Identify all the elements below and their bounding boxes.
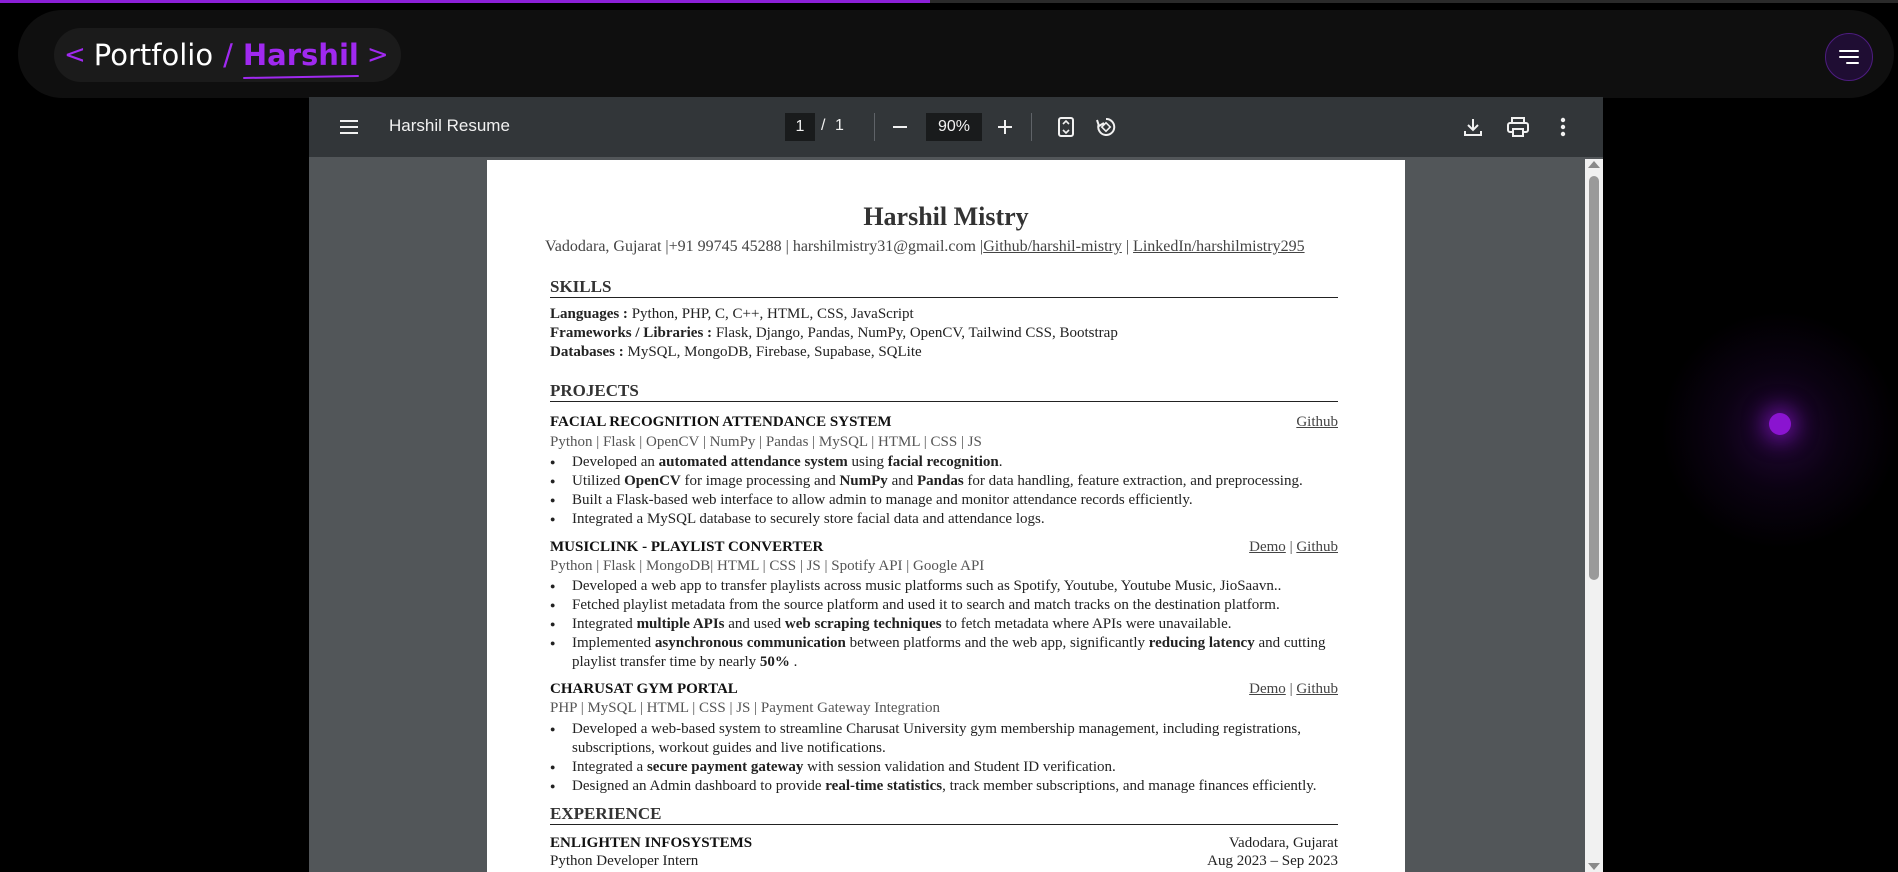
section-heading-experience: EXPERIENCE bbox=[550, 804, 1338, 825]
cursor-glow-dot bbox=[1769, 413, 1791, 435]
zoom-input[interactable]: 90% bbox=[926, 113, 982, 141]
skill-value: MySQL, MongoDB, Firebase, Supabase, SQLite bbox=[623, 344, 922, 360]
project-title: MUSICLINK - PLAYLIST CONVERTER bbox=[550, 539, 824, 555]
project-bullet: ● Integrated a secure payment gateway with session validation and Student ID verification. bbox=[572, 758, 1342, 777]
download-icon[interactable] bbox=[1459, 113, 1487, 141]
more-vert-icon[interactable] bbox=[1549, 113, 1577, 141]
project-bullet: ● Developed a web app to transfer playlists across music platforms such as Spotify, Youtube, Youtube Music, JioSaavn.. bbox=[572, 577, 1342, 596]
skills-line bbox=[550, 344, 922, 361]
breadcrumb-portfolio[interactable]: Portfolio bbox=[93, 38, 214, 72]
project-bullet: ● Fetched playlist metadata from the source platform and used it to search and match tracks on the destination platform. bbox=[572, 596, 1342, 615]
project-github-link[interactable]: Github bbox=[1296, 539, 1338, 555]
resume-page bbox=[487, 160, 1405, 872]
skills-line bbox=[550, 325, 1118, 342]
top-navbar bbox=[18, 10, 1894, 98]
scroll-down-arrow-icon[interactable] bbox=[1588, 863, 1600, 870]
project-links: Demo | Github bbox=[1249, 539, 1338, 555]
page-load-progress bbox=[0, 0, 1898, 3]
sidebar-menu-icon[interactable] bbox=[335, 113, 363, 141]
experience-role: Python Developer Intern bbox=[550, 853, 699, 869]
resume-contact bbox=[545, 238, 1305, 256]
project-bullet: ● Designed an Admin dashboard to provide real-time statistics, track member subscriptions, and manage finances efficiently. bbox=[572, 777, 1342, 796]
project-stack: PHP | MySQL | HTML | CSS | JS | Payment Gateway Integration bbox=[550, 700, 941, 716]
section-heading-projects: PROJECTS bbox=[550, 381, 1338, 402]
project-links: Demo | Github bbox=[1249, 681, 1338, 697]
chevron-right-icon: > bbox=[366, 40, 389, 70]
project-demo-link[interactable]: Demo bbox=[1249, 681, 1286, 697]
print-icon[interactable] bbox=[1504, 113, 1532, 141]
project-stack: Python | Flask | OpenCV | NumPy | Pandas | MySQL | HTML | CSS | JS bbox=[550, 434, 982, 450]
skill-label: Frameworks / Libraries : bbox=[550, 325, 713, 341]
fit-page-icon[interactable] bbox=[1052, 113, 1080, 141]
project-bullet: ● Utilized OpenCV for image processing and NumPy and Pandas for data handling, feature extraction, and preprocessing. bbox=[572, 472, 1342, 491]
project-bullet: ● Developed a web-based system to streamline Charusat University gym membership management, including registrations, subscriptions, workout guides and live notifications. bbox=[572, 720, 1342, 758]
zoom-out-icon[interactable] bbox=[886, 113, 914, 141]
contact-separator: | bbox=[1125, 238, 1130, 255]
menu-button[interactable] bbox=[1825, 33, 1873, 81]
project-stack: Python | Flask | MongoDB| HTML | CSS | JS | Spotify API | Google API bbox=[550, 558, 985, 574]
section-heading-skills: SKILLS bbox=[550, 277, 1338, 298]
page-separator: / bbox=[821, 117, 826, 134]
breadcrumb bbox=[54, 28, 401, 82]
page-load-progress-fill bbox=[0, 0, 930, 3]
linkedin-link[interactable]: LinkedIn/harshilmistry295 bbox=[1133, 238, 1305, 255]
pdf-toolbar bbox=[309, 97, 1603, 157]
toolbar-divider bbox=[874, 113, 875, 141]
breadcrumb-current: Harshil bbox=[242, 38, 359, 72]
project-bullet: ● Developed an automated attendance system using facial recognition. bbox=[572, 453, 1342, 472]
project-title: FACIAL RECOGNITION ATTENDANCE SYSTEM bbox=[550, 414, 892, 430]
page-number-input[interactable]: 1 bbox=[785, 113, 815, 141]
project-bullet: ● Implemented asynchronous communication between platforms and the web app, significantly reducing latency and cutting playlist transfer time by nearly 50% . bbox=[572, 634, 1342, 672]
project-bullet: ● Integrated multiple APIs and used web scraping techniques to fetch metadata where APIs were unavailable. bbox=[572, 615, 1342, 634]
experience-dates: Aug 2023 – Sep 2023 bbox=[1207, 853, 1338, 869]
experience-company: ENLIGHTEN INFOSYSTEMS bbox=[550, 835, 753, 851]
project-title: CHARUSAT GYM PORTAL bbox=[550, 681, 738, 697]
toolbar-divider bbox=[1031, 113, 1032, 141]
experience-location: Vadodara, Gujarat bbox=[1228, 835, 1338, 851]
contact-details: Vadodara, Gujarat |+91 99745 45288 | harshilmistry31@gmail.com | bbox=[545, 238, 984, 255]
skills-line bbox=[550, 306, 914, 323]
rotate-icon[interactable] bbox=[1092, 113, 1120, 141]
pdf-title: Harshil Resume bbox=[389, 116, 510, 135]
resume-name: Harshil Mistry bbox=[863, 202, 1029, 231]
project-github-link[interactable]: Github bbox=[1296, 681, 1338, 697]
project-bullet: ● Built a Flask-based web interface to allow admin to manage and monitor attendance records efficiently. bbox=[572, 491, 1342, 510]
hamburger-menu-icon bbox=[1838, 49, 1860, 65]
pdf-viewer bbox=[309, 97, 1603, 872]
skill-value: Python, PHP, C, C++, HTML, CSS, JavaScript bbox=[627, 306, 914, 322]
pdf-scrollbar[interactable] bbox=[1585, 159, 1603, 872]
project-demo-link[interactable]: Demo bbox=[1249, 539, 1286, 555]
zoom-in-icon[interactable] bbox=[991, 113, 1019, 141]
project-bullet: ● Integrated a MySQL database to securely store facial data and attendance logs. bbox=[572, 510, 1342, 529]
scrollbar-thumb[interactable] bbox=[1589, 176, 1599, 580]
page-total: 1 bbox=[835, 117, 844, 134]
skill-value: Flask, Django, Pandas, NumPy, OpenCV, Tailwind CSS, Bootstrap bbox=[712, 325, 1118, 341]
project-github-link[interactable]: Github bbox=[1296, 414, 1338, 430]
skill-label: Languages : bbox=[550, 306, 628, 322]
skill-label: Databases : bbox=[550, 344, 624, 360]
project-links bbox=[1296, 414, 1338, 431]
breadcrumb-separator: / bbox=[223, 38, 233, 72]
scroll-up-arrow-icon[interactable] bbox=[1588, 161, 1600, 168]
chevron-left-icon: < bbox=[64, 40, 86, 70]
github-link[interactable]: Github/harshil-mistry bbox=[983, 238, 1122, 255]
